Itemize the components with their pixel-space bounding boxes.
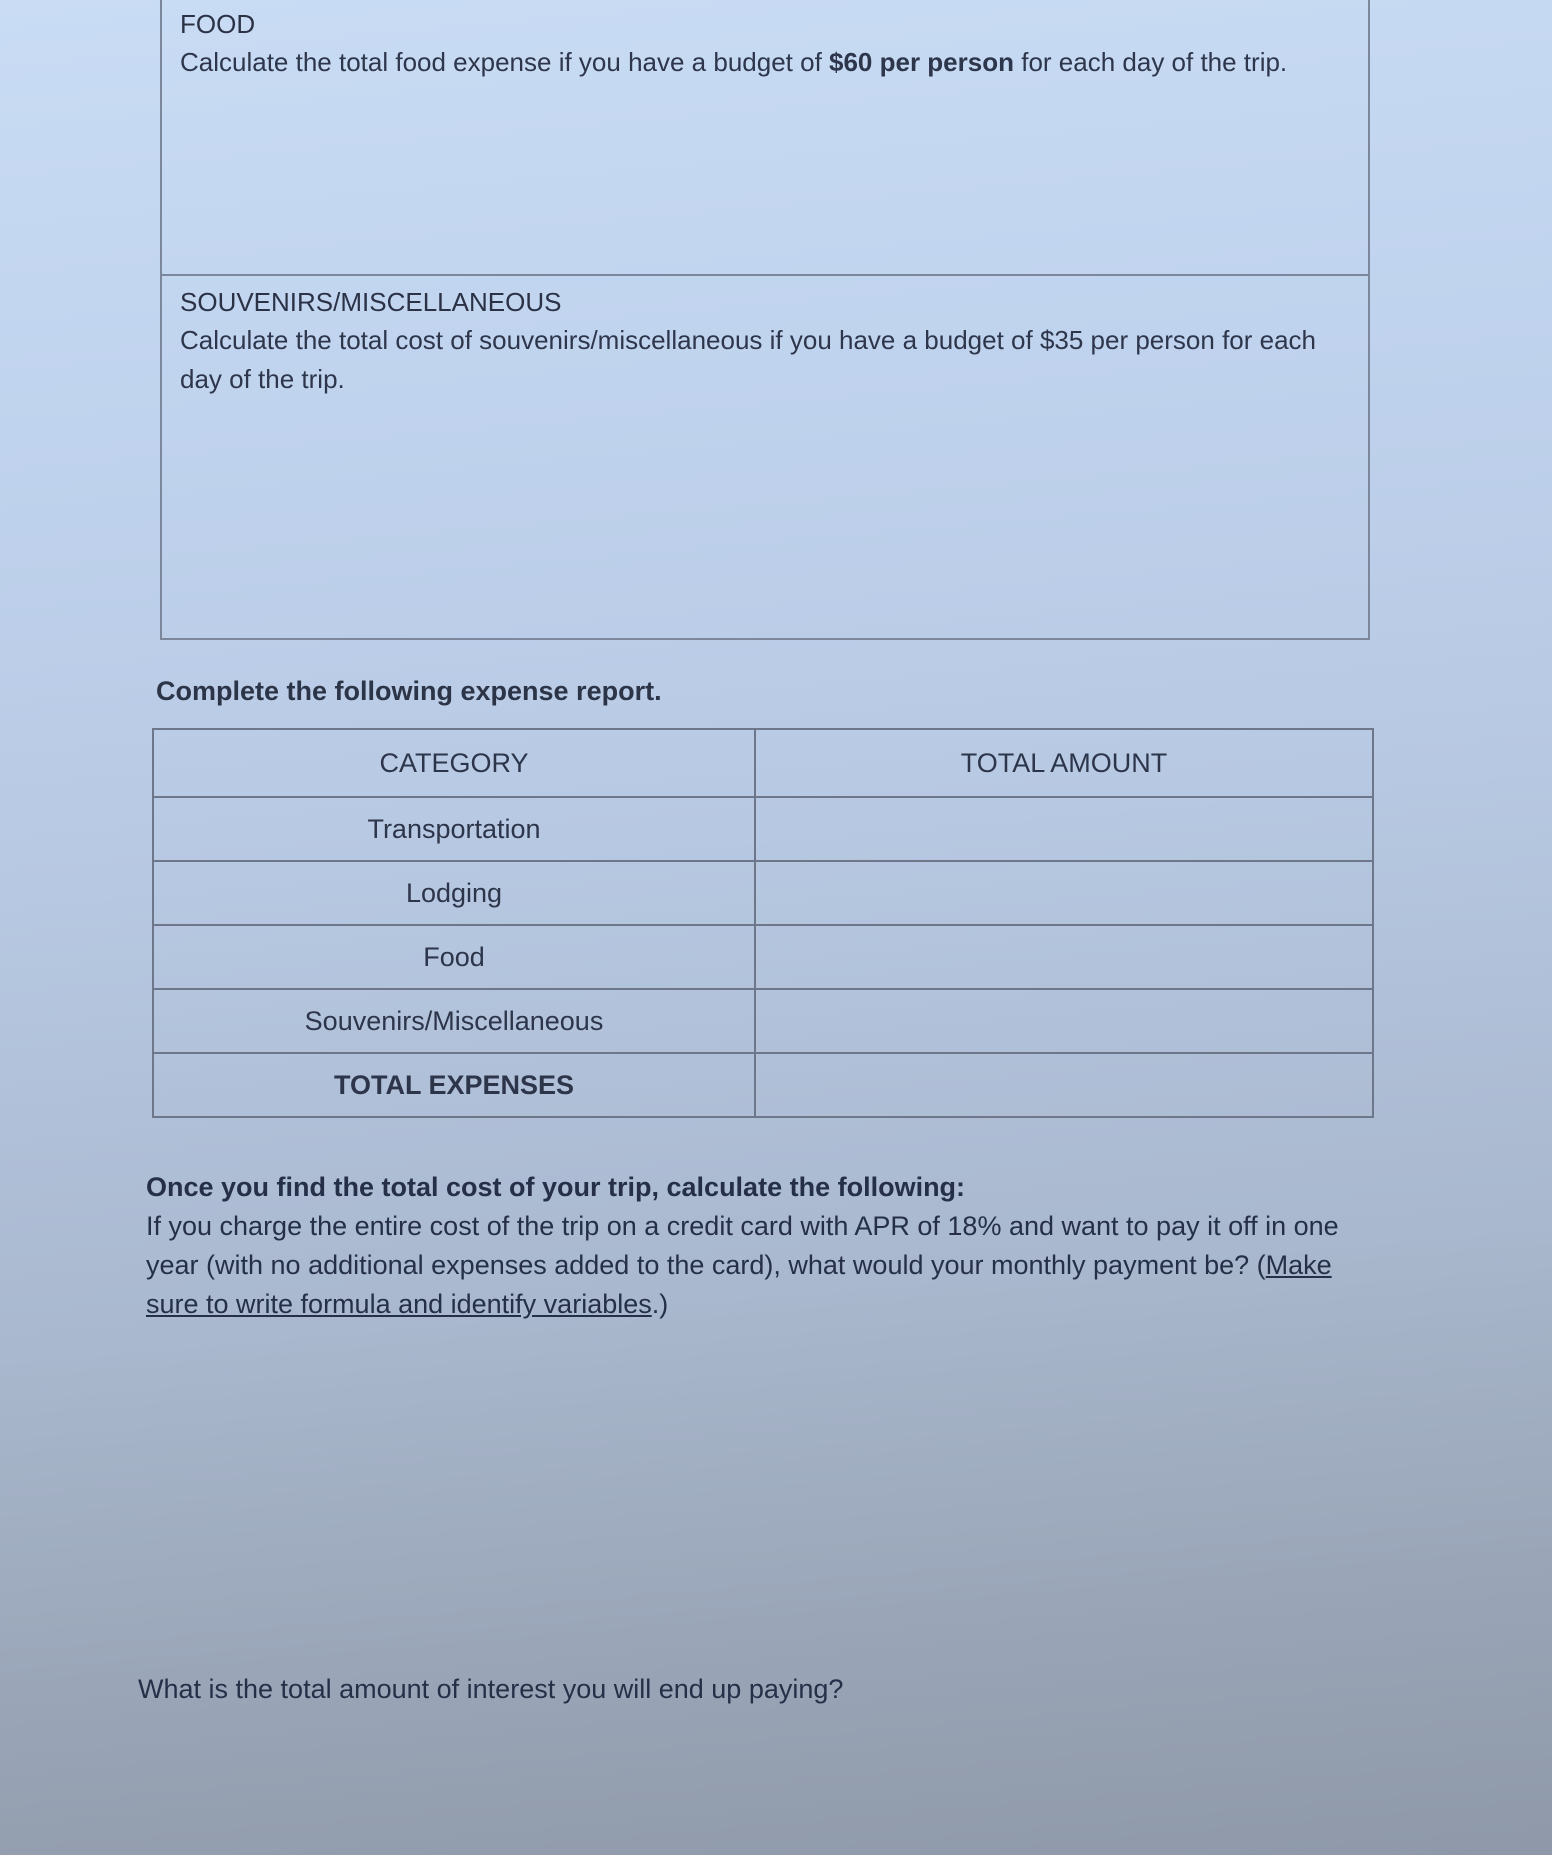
table-row	[153, 925, 1373, 989]
report-intro: Complete the following expense report.	[156, 676, 662, 706]
header-total-amount: TOTAL AMOUNT	[755, 729, 1373, 797]
question-formula-note: Make sure to write formula and identify variables	[146, 1250, 1332, 1320]
row-label-total-expenses: TOTAL EXPENSES	[153, 1053, 755, 1117]
header-category: CATEGORY	[153, 729, 755, 797]
table-row	[153, 861, 1373, 925]
row-label-food: Food	[153, 925, 755, 989]
souvenirs-instructions: Calculate the total cost of souvenirs/miscellaneous if you have a budget of $35 per person for each day of the trip.	[180, 324, 1317, 394]
amount-cell-souvenirs[interactable]	[755, 989, 1373, 1053]
row-label-souvenirs: Souvenirs/Miscellaneous	[153, 989, 755, 1053]
food-text-before: Calculate the total food expense if you have a budget of	[180, 46, 830, 77]
expense-report-table	[152, 728, 1374, 1118]
food-section	[160, 0, 1370, 276]
food-instructions	[180, 43, 1350, 82]
table-row	[153, 797, 1373, 861]
souvenirs-section	[160, 274, 1370, 640]
table-row	[153, 989, 1373, 1053]
question-body: If you charge the entire cost of the trip on a credit card with APR of 18% and want to pay it off in one year (with no additional expenses added to the card), what would your monthly payment be?	[146, 1211, 1339, 1281]
amount-cell-transportation[interactable]	[755, 797, 1373, 861]
souvenirs-title: SOUVENIRS/MISCELLANEOUS	[180, 287, 562, 317]
food-title: FOOD	[180, 9, 256, 39]
interest-question: What is the total amount of interest you will end up paying?	[138, 1674, 844, 1704]
question-paren-open: (	[1256, 1250, 1266, 1281]
table-header-row	[153, 729, 1373, 797]
food-text-bold: $60 per person	[829, 46, 1014, 77]
credit-card-question	[146, 1168, 1386, 1325]
question-paren-close: .)	[651, 1289, 669, 1320]
question-heading: Once you find the total cost of your trip, calculate the following:	[146, 1172, 966, 1202]
amount-cell-total[interactable]	[755, 1053, 1373, 1117]
amount-cell-food[interactable]	[755, 925, 1373, 989]
food-text-after: for each day of the trip.	[1014, 46, 1288, 77]
amount-cell-lodging[interactable]	[755, 861, 1373, 925]
row-label-transportation: Transportation	[153, 797, 755, 861]
row-label-lodging: Lodging	[153, 861, 755, 925]
table-row-total	[153, 1053, 1373, 1117]
question-text	[146, 1207, 1386, 1324]
